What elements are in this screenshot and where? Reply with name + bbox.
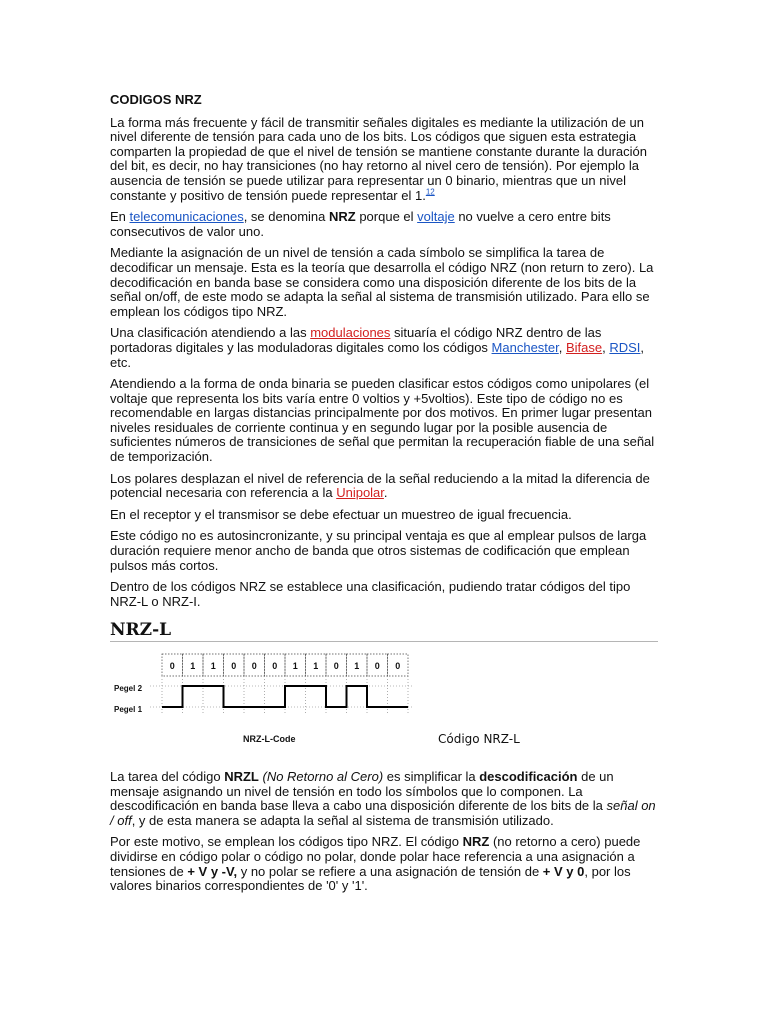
bit-label: 0	[251, 661, 257, 671]
text-span: porque el	[355, 209, 418, 225]
link-bifase[interactable]: Bifase	[565, 339, 603, 355]
text-span: situaría el código NRZ dentro de las portadoras digitales y las moduladoras digitales como los códigos	[110, 325, 602, 355]
paragraph-nrzl-task	[110, 770, 658, 828]
document-heading: CODIGOS NRZ	[110, 92, 202, 107]
bit-label: 1	[313, 661, 319, 671]
paragraph-intro	[110, 116, 658, 204]
text-span: En	[110, 209, 130, 225]
bit-label: 1	[354, 661, 360, 671]
nrz-l-diagram	[110, 652, 440, 752]
text-span: ,	[602, 339, 610, 355]
label-pegel-1: Pegel 1	[114, 705, 143, 714]
text-span: .	[383, 485, 388, 501]
bold-text: + V y 0	[542, 863, 585, 879]
bold-text: + V y -V,	[187, 863, 238, 879]
bold-text: NRZ	[328, 209, 356, 225]
link-rdsi[interactable]: RDSI	[609, 339, 641, 355]
bit-label: 1	[210, 661, 216, 671]
text-span: de un mensaje asignando un nivel de tensión en todo los símbolos que lo componen. La descodificación en banda base lleva a cabo una disposición diferente de los bits de la	[110, 769, 614, 814]
text-span: , etc.	[110, 339, 645, 370]
text-span: no vuelve a cero entre bits consecutivos de valor uno.	[110, 209, 611, 239]
bit-label: 0	[374, 661, 380, 671]
paragraph-decoding: Mediante la asignación de un nivel de tensión a cada símbolo se simplifica la tarea de decodificar un mensaje. Esta es la teoría que desarrolla el código NRZ (non return to zero). La decodificación en banda base se considera como una disposición diferente de los bits de la señal on/off, de este modo se adapta la señal al sistema de transmisión utilizado. Para ello se emplean los códigos tipo NRZ.	[110, 245, 654, 319]
text-span: Por este motivo, se emplean los códigos tipo NRZ. El código	[110, 834, 463, 850]
text-span: es simplificar la	[383, 769, 480, 784]
paragraph-polar-nonpolar	[110, 835, 658, 893]
label-pegel-2: Pegel 2	[114, 684, 143, 693]
label-nrz-l-code: NRZ-L-Code	[243, 734, 296, 744]
text-span: ,	[558, 339, 566, 355]
paragraph-types: Dentro de los códigos NRZ se establece una clasificación, pudiendo tratar códigos del tipo NRZ-L o NRZ-I.	[110, 579, 631, 609]
bold-text: NRZ	[462, 834, 490, 850]
text-span: Una clasificación atendiendo a las	[110, 325, 311, 341]
paragraph-sampling: En el receptor y el transmisor se debe efectuar un muestreo de igual frecuencia.	[110, 506, 572, 522]
text-span: y no polar se refiere a una asignación de tensión de	[237, 863, 543, 879]
section-title-nrz-l: NRZ-L	[110, 623, 658, 642]
bit-label: 1	[190, 661, 196, 671]
footnote-link[interactable]: 12	[425, 187, 435, 197]
italic-text: (No Retorno al Cero)	[258, 769, 384, 784]
bit-label: 0	[272, 661, 278, 671]
paragraph-intro-text: La forma más frecuente y fácil de transmitir señales digitales es mediante la utilización de un nivel diferente de tensión para cada uno de los bits. Los códigos que siguen esta estrategia comparten la propiedad de que el nivel de tensión se mantiene constante durante la duración del bit, es decir, no hay transiciones (no hay retorno al nivel cero de tensión). Por ejemplo la ausencia de tensión se puede utilizar para representar un 0 binario, mientras que un nivel constante y positivo de tensión puede representar el 1.	[110, 114, 647, 203]
nrz-l-figure	[110, 652, 658, 760]
text-span: , por los valores binarios correspondientes de '0' y '1'.	[110, 863, 631, 894]
nrz-l-waveform	[162, 686, 408, 707]
link-modulaciones[interactable]: modulaciones	[310, 325, 391, 341]
figure-caption: Código NRZ-L	[438, 732, 520, 746]
paragraph-polar	[110, 472, 658, 501]
text-span: , se denomina	[243, 209, 329, 225]
bold-text: descodificación	[479, 769, 578, 784]
bit-label: 0	[169, 661, 175, 671]
italic-text: señal on / off	[110, 798, 656, 828]
paragraph-unipolar: Atendiendo a la forma de onda binaria se pueden clasificar estos códigos como unipolares (el voltaje que representa los bits varía entre 0 voltios y +5voltios). Este tipo de código no es recomendable en largas distancias principalmente por dos motivos. En primer lugar presentan niveles residuales de corriente continua y en segundo lugar por la posible ausencia de suficientes números de transiciones de señal que permitan la recuperación fiable de una señal de temporización.	[110, 376, 655, 465]
text-span: La tarea del código	[110, 769, 225, 784]
text-span: , y de esta manera se adapta la señal al sistema de transmisión utilizado.	[131, 812, 554, 828]
bit-label: 1	[292, 661, 298, 671]
paragraph-advantage: Este código no es autosincronizante, y su principal ventaja es que al emplear pulsos de larga duración requiere menor ancho de banda que otros sistemas de codificación que emplean pulsos más cortos.	[110, 528, 647, 573]
bit-label: 0	[333, 661, 339, 671]
paragraph-nrz-definition	[110, 210, 658, 239]
bit-label: 0	[395, 661, 401, 671]
link-manchester[interactable]: Manchester	[491, 339, 559, 355]
text-span: (no retorno a cero) puede dividirse en código polar o código no polar, donde polar hace referencia a una asignación a tensiones de	[110, 834, 641, 879]
text-span: Los polares desplazan el nivel de referencia de la señal reduciendo a la mitad la diferencia de potencial necesaria con referencia a la	[110, 470, 650, 501]
paragraph-classification	[110, 326, 658, 370]
link-voltaje[interactable]: voltaje	[417, 209, 455, 225]
bit-label: 0	[231, 661, 237, 671]
link-unipolar[interactable]: Unipolar	[336, 485, 384, 501]
bold-text: NRZL	[224, 769, 259, 784]
document-body	[110, 93, 658, 901]
link-telecomunicaciones[interactable]: telecomunicaciones	[129, 209, 244, 225]
